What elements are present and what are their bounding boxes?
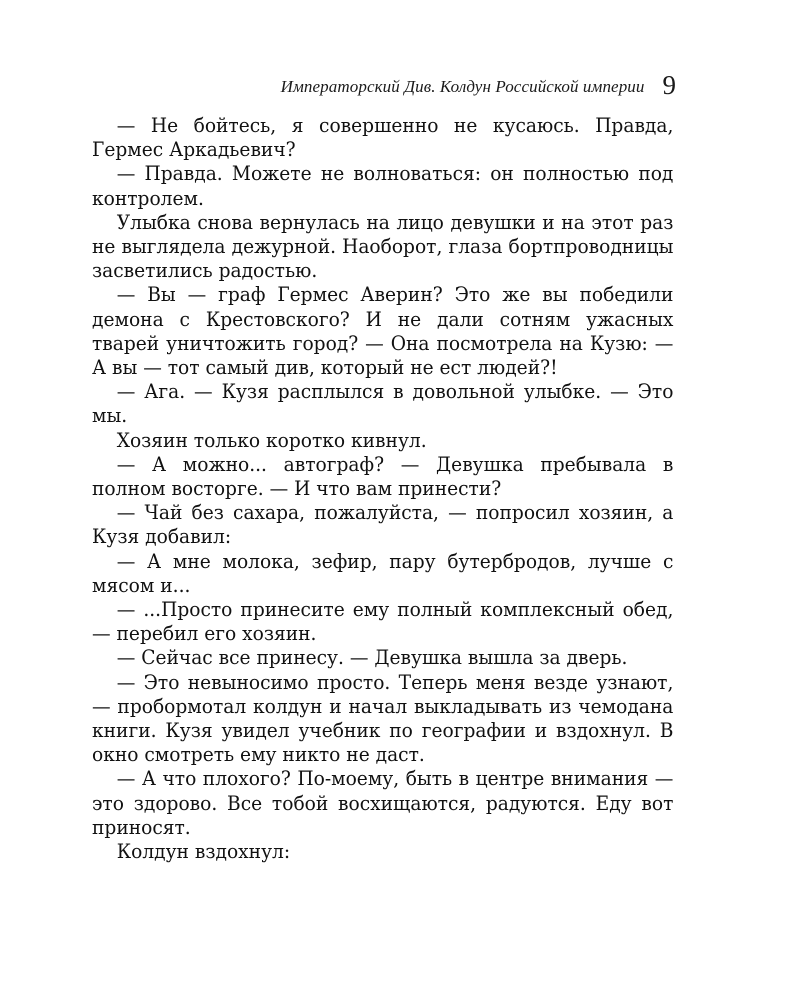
paragraph: — Не бойтесь, я совершенно не кусаюсь. Правда, Гермес Аркадьевич? — [92, 114, 674, 162]
body-text — [92, 114, 672, 864]
paragraph: Улыбка снова вернулась на лицо девушки и на этот раз не выглядела дежурной. Наоборот, глаза бортпроводницы засветились радостью. — [92, 210, 674, 283]
paragraph: — Чай без сахара, пожалуйста, — попросил хозяин, а Кузя добавил: — [92, 501, 674, 549]
paragraph: — Сейчас все принесу. — Девушка вышла за дверь. — [116, 646, 628, 670]
paragraph: Хозяин только коротко кивнул. — [116, 428, 427, 452]
paragraph: — ...Просто принесите ему полный комплексный обед, — перебил его хозяин. — [92, 598, 674, 646]
paragraph: — Это невыносимо просто. Теперь меня везде узнают, — пробормотал колдун и начал выкладывать из чемодана книги. Кузя увидел учебник по географии и вздохнул. В окно смотреть ему никто не даст. — [92, 670, 674, 767]
paragraph: — Правда. Можете не волноваться: он полностью под контролем. — [92, 162, 674, 210]
paragraph: — А можно... автограф? — Девушка пребывала в полном восторге. — И что вам принести? — [92, 452, 674, 501]
paragraph: — А мне молока, зефир, пару бутербродов, лучше с мясом и... — [92, 549, 674, 597]
paragraph: — Ага. — Кузя расплылся в довольной улыбке. — Это мы. — [92, 380, 674, 428]
paragraph: Колдун вздохнул: — [116, 840, 291, 864]
running-title: Императорский Див. Колдун Российской империи — [280, 77, 645, 96]
running-head — [246, 68, 676, 99]
paragraph: — Вы — граф Гермес Аверин? Это же вы победили демона с Крестовского? И не дали сотням ужасных тварей уничтожить город? — Она посмотрела на Кузю: — А вы — тот самый див, который не ест людей?! — [92, 283, 674, 380]
page-number: 9 — [662, 70, 676, 100]
paragraph: — А что плохого? По-моему, быть в центре внимания — это здорово. Все тобой восхищаются, радуются. Еду вот приносят. — [92, 767, 674, 839]
